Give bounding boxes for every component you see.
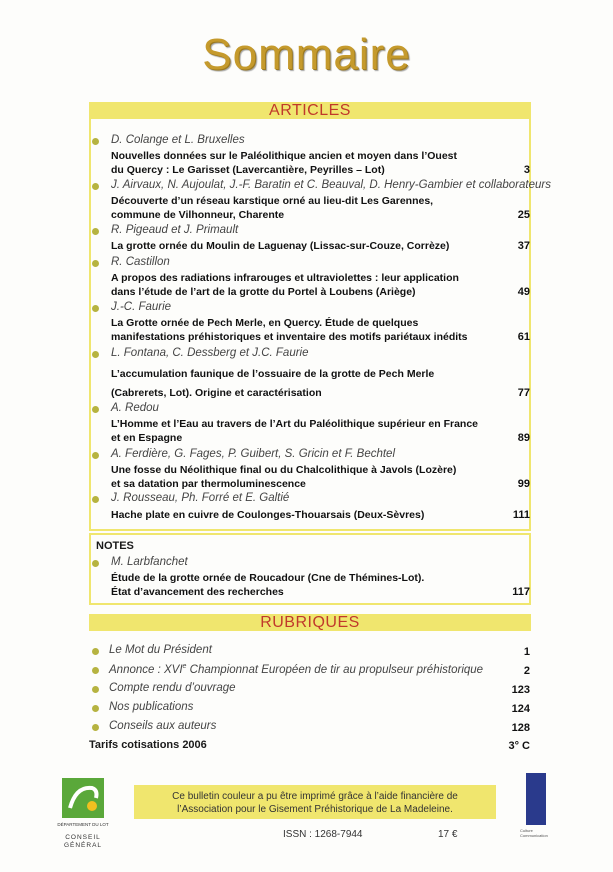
article-authors: D. Colange et L. Bruxelles bbox=[111, 134, 245, 146]
notes-authors: M. Larbfanchet bbox=[111, 556, 188, 568]
article-title-line: A propos des radiations infrarouges et ultraviolettes : leur application bbox=[111, 272, 459, 284]
article-authors: J.-C. Faurie bbox=[111, 301, 172, 313]
article-page-number: 25 bbox=[517, 209, 530, 221]
rubrique-page-number: 1 bbox=[523, 646, 530, 658]
bullet-icon bbox=[92, 452, 99, 459]
article-page-number: 49 bbox=[517, 286, 530, 298]
article-title-line: et en Espagne bbox=[111, 432, 183, 444]
article-title-line: Hache plate en cuivre de Coulonges-Thouarsais (Deux-Sèvres) bbox=[111, 509, 425, 521]
bullet-icon bbox=[92, 228, 99, 235]
rubrique-item: Nos publications bbox=[109, 701, 194, 713]
article-authors: J. Rousseau, Ph. Forré et E. Galtié bbox=[111, 492, 290, 504]
rubrique-page-number: 123 bbox=[511, 684, 530, 696]
rubrique-item: Le Mot du Président bbox=[109, 644, 212, 656]
price: 17 € bbox=[438, 829, 458, 840]
issn: ISSN : 1268-7944 bbox=[283, 829, 363, 840]
tarifs-label: Tarifs cotisations 2006 bbox=[89, 739, 207, 751]
article-page-number: 89 bbox=[517, 432, 530, 444]
bullet-icon bbox=[92, 724, 99, 731]
rubrique-page-number: 124 bbox=[511, 703, 530, 715]
ministry-logo-icon bbox=[526, 773, 546, 825]
article-page-number: 99 bbox=[517, 478, 530, 490]
bullet-icon bbox=[92, 305, 99, 312]
article-title-line: commune de Vilhonneur, Charente bbox=[111, 209, 285, 221]
bullet-icon bbox=[92, 686, 99, 693]
ministry-caption: Culture Communication bbox=[520, 828, 548, 838]
page-title: Sommaire bbox=[202, 30, 411, 79]
bullet-icon bbox=[92, 496, 99, 503]
article-authors: R. Castillon bbox=[111, 256, 170, 268]
article-title-line: L’accumulation faunique de l’ossuaire de la grotte de Pech Merle bbox=[111, 368, 435, 380]
article-title-line: dans l’étude de l’art de la grotte du Portel à Loubens (Ariège) bbox=[111, 286, 416, 298]
notes-page-number: 117 bbox=[512, 586, 530, 598]
bullet-icon bbox=[92, 183, 99, 190]
tarifs-value: 3° C bbox=[508, 740, 530, 752]
lot-caption: DÉPARTEMENT DU LOT bbox=[57, 822, 109, 827]
article-title-line: L’Homme et l’Eau au travers de l’Art du Paléolithique supérieur en France bbox=[111, 418, 479, 430]
notes-title-line-2: État d’avancement des recherches bbox=[111, 586, 284, 598]
rubrique-item: Annonce : XVIe Championnat Européen de tir au propulseur préhistorique bbox=[109, 663, 484, 676]
rubriques-band: RUBRIQUES bbox=[89, 614, 531, 631]
article-page-number: 61 bbox=[517, 331, 530, 343]
notes-title-line-1: Étude de la grotte ornée de Roucadour (Cne de Thémines-Lot). bbox=[111, 572, 425, 584]
article-title-line: manifestations préhistoriques et inventaire des motifs pariétaux inédits bbox=[111, 331, 468, 343]
sponsor-notice bbox=[134, 785, 496, 819]
article-title-line: La grotte ornée du Moulin de Laguenay (Lissac-sur-Couze, Corrèze) bbox=[111, 240, 450, 252]
article-title-line: Une fosse du Néolithique final ou du Chalcolithique à Javols (Lozère) bbox=[111, 464, 457, 476]
article-page-number: 37 bbox=[517, 240, 530, 252]
article-title-line: (Cabrerets, Lot). Origine et caractérisation bbox=[111, 387, 322, 399]
sponsor-line-2: l’Association pour le Gisement Préhistorique de La Madeleine. bbox=[177, 804, 453, 815]
bullet-icon bbox=[92, 648, 99, 655]
article-title-line: du Quercy : Le Garisset (Lavercantière, Peyrilles – Lot) bbox=[111, 164, 385, 176]
bullet-icon bbox=[92, 406, 99, 413]
article-authors: J. Airvaux, N. Aujoulat, J.-F. Baratin et C. Beauval, D. Henry-Gambier et collaborateurs bbox=[111, 179, 551, 191]
article-title-line: Nouvelles données sur le Paléolithique ancien et moyen dans l’Ouest bbox=[111, 150, 458, 162]
rubrique-page-number: 2 bbox=[523, 665, 530, 677]
article-title-line: et sa datation par thermoluminescence bbox=[111, 478, 306, 490]
rubrique-item: Compte rendu d’ouvrage bbox=[109, 682, 236, 694]
article-authors: R. Pigeaud et J. Primault bbox=[111, 224, 239, 236]
article-authors: A. Redou bbox=[111, 402, 159, 414]
bullet-icon bbox=[92, 667, 99, 674]
article-title-line: Découverte d’un réseau karstique orné au lieu-dit Les Garennes, bbox=[111, 195, 434, 207]
rubrique-item: Conseils aux auteurs bbox=[109, 720, 217, 732]
bullet-icon bbox=[92, 138, 99, 145]
articles-band: ARTICLES bbox=[89, 102, 531, 119]
bullet-icon bbox=[92, 260, 99, 267]
bullet-icon bbox=[92, 351, 99, 358]
article-page-number: 77 bbox=[517, 387, 530, 399]
bullet-icon bbox=[92, 705, 99, 712]
lot-council: CONSEIL GÉNÉRAL bbox=[63, 834, 103, 849]
article-authors: L. Fontana, C. Dessberg et J.C. Faurie bbox=[111, 347, 309, 359]
article-title-line: La Grotte ornée de Pech Merle, en Quercy. Étude de quelques bbox=[111, 317, 419, 329]
article-page-number: 111 bbox=[512, 509, 530, 521]
notes-heading: NOTES bbox=[96, 540, 134, 552]
rubrique-page-number: 128 bbox=[511, 722, 530, 734]
lot-logo-icon bbox=[62, 778, 104, 818]
article-page-number: 3 bbox=[523, 164, 530, 176]
bullet-icon bbox=[92, 560, 99, 567]
article-authors: A. Ferdière, G. Fages, P. Guibert, S. Gricin et F. Bechtel bbox=[111, 448, 396, 460]
sponsor-line-1: Ce bulletin couleur a pu être imprimé grâce à l’aide financière de bbox=[172, 791, 458, 802]
